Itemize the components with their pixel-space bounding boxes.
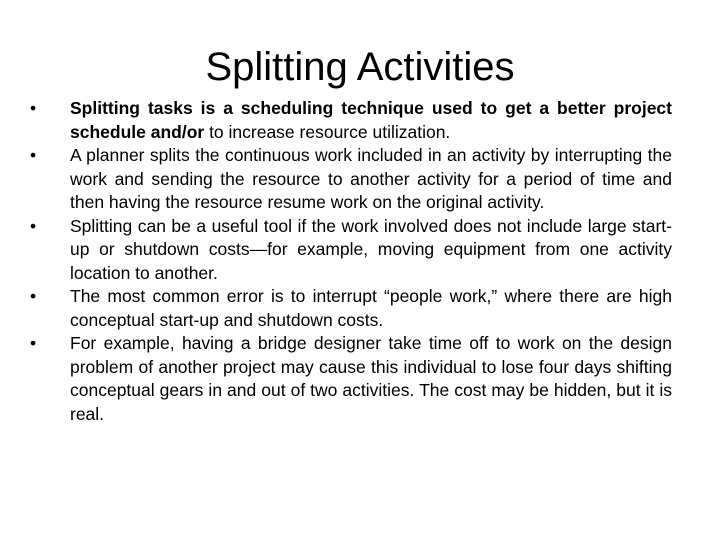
bullet-icon: • <box>30 215 37 236</box>
slide-title: Splitting Activities <box>205 45 515 89</box>
bullet-text: to increase resource utilization. <box>204 121 451 142</box>
bullet-text: A planner splits the continuous work included in an activity by interrupting the work and sending the resource to another activity for a period of time and then having the resource resume work on the original activity. <box>70 145 672 212</box>
bullet-item <box>30 285 672 332</box>
bullet-item <box>30 144 672 215</box>
bullet-icon: • <box>30 333 37 353</box>
bullet-icon: • <box>30 98 37 118</box>
bullet-list <box>30 97 672 426</box>
bullet-text: Splitting can be a useful tool if the work involved does not include large start-up or shutdown costs—for example, moving equipment from one activity location to another. <box>70 215 672 283</box>
bullet-text: The most common error is to interrupt “people work,” where there are high conceptual start-up and shutdown costs. <box>70 286 672 330</box>
bullet-icon: • <box>30 145 37 165</box>
bullet-icon: • <box>30 286 37 306</box>
bullet-text: For example, having a bridge designer take time off to work on the design problem of another project may cause this individual to lose four days shifting conceptual gears in and out of two activities. The cost may be hidden, but it is real. <box>70 333 672 424</box>
bullet-bold-text: Splitting tasks is a scheduling technique used to get a better project schedule and/or <box>70 98 672 142</box>
bullet-item <box>30 332 672 426</box>
bullet-item <box>30 97 672 144</box>
bullet-item <box>30 215 672 286</box>
